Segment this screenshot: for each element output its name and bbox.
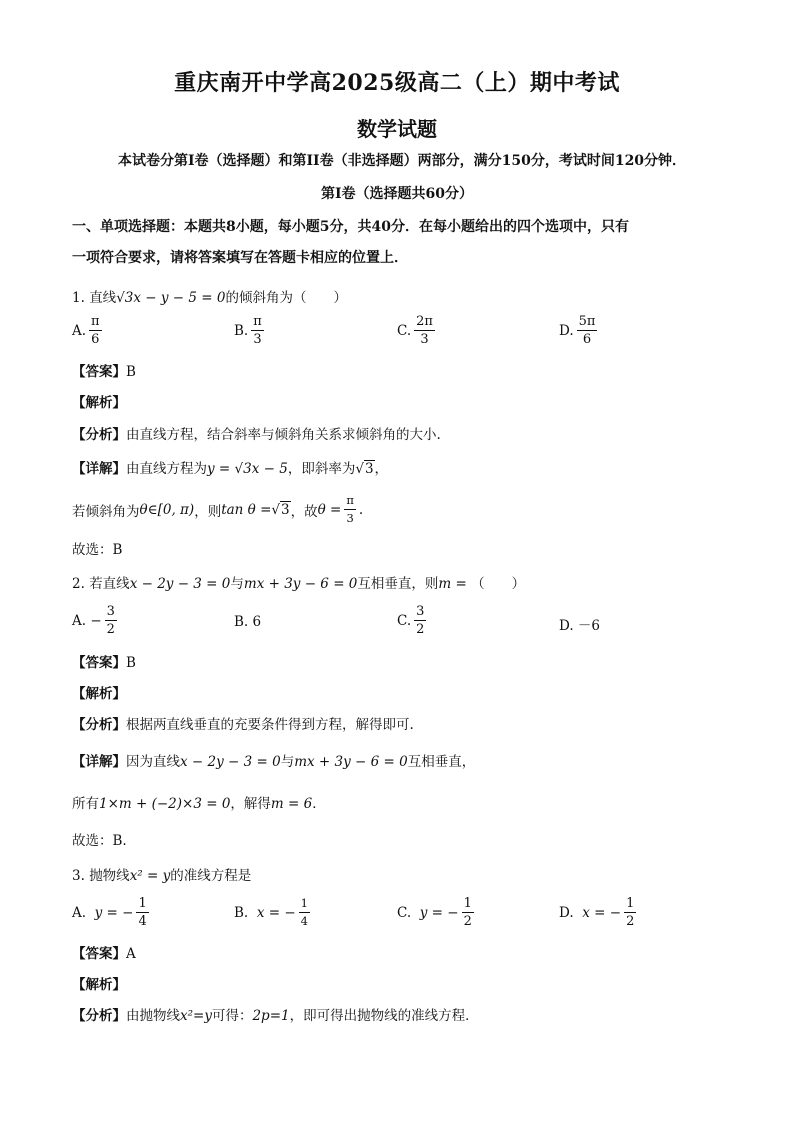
q3-option-d-label: D. (559, 904, 574, 921)
q3-option-b-lhs: x = − (256, 904, 296, 921)
q1-option-b (234, 314, 267, 347)
q2-tail: （ ） (471, 576, 526, 592)
q1-line2-num: π (344, 493, 356, 510)
q2-option-a-num: 3 (106, 604, 115, 619)
q3-option-d-num: 1 (626, 896, 635, 911)
q2-option-a-sign: − (90, 612, 102, 629)
q3-analysis (72, 973, 732, 993)
q3-option-b-fraction (299, 896, 310, 929)
q2-line2-result: m = 6 (270, 796, 313, 812)
q1-option-a (72, 314, 105, 347)
q2-detail-text-a: 因为直线 (126, 754, 180, 770)
q3-equation: x² = y (129, 868, 171, 884)
q1-option-b-den: 3 (253, 332, 262, 347)
q1-detail-tag: 【详解】 (72, 461, 126, 477)
q1-stem (72, 286, 732, 306)
q3-stem (72, 864, 732, 884)
q2-option-d: D. －6 (559, 618, 601, 634)
q2-option-c-fraction (414, 604, 426, 637)
q1-detail-line2 (72, 493, 732, 526)
q2-detail-text-b: 互相垂直， (407, 754, 476, 770)
q1-answer-tag: 【答案】 (72, 364, 126, 380)
q3-option-a-den: 4 (138, 914, 147, 929)
q1-analysis (72, 391, 732, 411)
q2-option-a-den: 2 (106, 622, 115, 637)
q2-option-c (397, 604, 429, 637)
q1-option-c-den: 3 (420, 332, 429, 347)
q1-option-d-num: 5π (578, 314, 596, 329)
q1-brief (72, 423, 732, 443)
q3-option-a (72, 896, 152, 929)
q3-option-a-fraction (136, 896, 148, 929)
q2-line2-end: ． (312, 796, 326, 812)
q1-option-a-fraction (89, 314, 102, 347)
q3-answer-value: A (126, 946, 136, 962)
q1-option-c-num: 2π (416, 314, 433, 329)
q1-option-c (397, 314, 438, 347)
q1-analysis-tag: 【解析】 (72, 395, 126, 411)
q3-option-c-lhs: y = − (419, 904, 459, 921)
q2-answer-value: B (126, 655, 136, 671)
q2-option-a-label: A. (72, 612, 87, 629)
exam-intro: 本试卷分第I卷（选择题）和第II卷（非选择题）两部分，满分150分，考试时间120分钟． (117, 153, 687, 169)
q3-option-b-label: B. (234, 904, 249, 921)
q3-option-d-lhs: x = − (582, 904, 622, 921)
q3-suffix: 的准线方程是 (170, 868, 252, 884)
q1-line2-tan: tan θ = (221, 501, 272, 518)
q2-detail (72, 750, 732, 770)
q3-brief-eq2: 2p=1 (252, 1008, 290, 1024)
q3-option-a-num: 1 (138, 896, 147, 911)
q3-option-d (559, 896, 639, 929)
q2-detail-line2 (72, 792, 732, 812)
q1-conclusion: 故选：B (72, 542, 123, 558)
q1-option-b-fraction (251, 314, 264, 347)
q1-slope-radicand: 3 (364, 461, 374, 477)
q3-answer (72, 942, 732, 962)
q1-answer (72, 360, 732, 380)
q3-prefix: 抛物线 (89, 868, 130, 884)
q3-analysis-tag: 【解析】 (72, 977, 126, 993)
q1-detail-eq2: 3x − 5 (243, 461, 288, 477)
q2-equation-2: mx + 3y − 6 = 0 (243, 576, 358, 592)
q1-line2-text-b: ，则 (194, 503, 222, 520)
q3-option-c-fraction (462, 896, 474, 929)
q1-slope-sqrt: √3 (355, 461, 374, 477)
q2-mid: 与 (230, 576, 244, 592)
q1-option-c-label: C. (397, 322, 412, 339)
q1-option-d-fraction (577, 314, 598, 347)
q3-answer-tag: 【答案】 (72, 946, 126, 962)
q2-line2-text-a: 所有 (72, 796, 99, 812)
q1-option-a-den: 6 (91, 332, 100, 347)
q2-option-b: B. 6 (234, 614, 262, 630)
q3-brief-eq: x²=y (180, 1008, 212, 1024)
q1-detail-text: 由直线方程为 (126, 461, 207, 477)
q1-detail-text-b: ，即斜率为 (287, 461, 356, 477)
q3-option-b-den: 4 (300, 914, 308, 928)
q2-detail-eq2: mx + 3y − 6 = 0 (294, 754, 408, 770)
q2-option-a-fraction (105, 604, 117, 637)
q1-line2-text-a: 若倾斜角为 (72, 503, 140, 520)
q2-option-c-label: C. (397, 612, 412, 629)
q1-line2-theta: θ = (317, 501, 342, 518)
q1-detail (72, 457, 732, 477)
q1-line2-text-c: ，故 (290, 503, 318, 520)
q3-number: 3. (72, 868, 85, 884)
q2-stem (72, 572, 732, 592)
q1-option-b-label: B. (234, 322, 249, 339)
q2-answer-tag: 【答案】 (72, 655, 126, 671)
q3-brief-text-c: ，即可得出抛物线的准线方程． (289, 1008, 479, 1024)
q1-number: 1. (72, 290, 85, 306)
q1-detail-text-d: ， (374, 461, 389, 477)
q1-option-d-label: D. (559, 322, 574, 339)
q3-option-c (397, 896, 477, 929)
q3-brief-text-a: 由抛物线 (126, 1008, 180, 1024)
q2-detail-eq1: x − 2y − 3 = 0 (180, 754, 281, 770)
q1-prefix: 直线 (89, 290, 117, 306)
q2-m-eq: m = (438, 576, 472, 592)
q1-line2-end: . (358, 501, 364, 518)
q1-line2-den: 3 (346, 511, 354, 525)
q2-analysis (72, 682, 732, 702)
q1-line2-radicand: 3 (281, 501, 290, 518)
q2-equation-1: x − 2y − 3 = 0 (129, 576, 231, 592)
q3-brief (72, 1004, 732, 1024)
exam-subtitle: 数学试题 (357, 117, 437, 141)
q1-detail-sqrt: √ (234, 461, 244, 477)
q2-detail-tag: 【详解】 (72, 754, 126, 770)
part-heading: 第I卷（选择题共60分） (320, 186, 474, 202)
exam-title: 重庆南开中学高2025级高二（上）期中考试 (174, 70, 620, 96)
q1-option-d-den: 6 (582, 332, 592, 347)
q1-option-b-num: π (253, 314, 262, 329)
q3-option-b (234, 896, 313, 929)
q2-suffix: 互相垂直，则 (357, 576, 439, 592)
q1-brief-tag: 【分析】 (72, 427, 126, 443)
q2-prefix: 若直线 (89, 576, 130, 592)
q3-option-a-lhs: y = − (94, 904, 134, 921)
q2-brief (72, 713, 732, 733)
q1-answer-value: B (126, 364, 136, 380)
q2-detail-mid: 与 (280, 754, 295, 770)
q1-brief-text: 由直线方程，结合斜率与倾斜角关系求倾斜角的大小. (126, 427, 441, 443)
section-heading (72, 212, 732, 274)
q2-line2-text-b: ，解得 (230, 796, 271, 812)
q3-brief-tag: 【分析】 (72, 1008, 126, 1024)
section-line-2: 一项符合要求，请将答案填写在答题卡相应的位置上． (72, 250, 408, 266)
q3-option-b-num: 1 (299, 896, 310, 913)
q2-option-c-den: 2 (416, 622, 425, 637)
q3-option-a-label: A. (72, 904, 87, 921)
q1-option-c-fraction (414, 314, 435, 347)
q3-option-d-den: 2 (626, 914, 635, 929)
q2-number: 2. (72, 576, 85, 592)
q1-line2-range: θ∈[0, π) (139, 501, 195, 518)
q1-option-a-label: A. (72, 322, 87, 339)
q2-analysis-tag: 【解析】 (72, 686, 126, 702)
q3-option-c-label: C. (397, 904, 412, 921)
q2-answer (72, 651, 732, 671)
q3-option-c-den: 2 (463, 914, 472, 929)
section-line-1: 一、单项选择题：本题共8小题，每小题5分，共40分．在每小题给出的四个选项中，只有 (72, 219, 629, 235)
q3-option-c-num: 1 (463, 896, 472, 911)
q2-line2-eq: 1×m + (−2)×3 = 0 (99, 796, 231, 812)
q1-line2-fraction (344, 493, 356, 526)
q1-option-d (559, 314, 600, 347)
q2-option-a (72, 604, 120, 637)
q2-conclusion: 故选：B. (72, 833, 127, 849)
q2-option-c-num: 3 (416, 604, 425, 619)
q2-brief-tag: 【分析】 (72, 717, 126, 733)
q3-brief-text-b: 可得： (211, 1008, 253, 1024)
q1-suffix: 的倾斜角为（ ） (225, 290, 347, 306)
q2-brief-text: 根据两直线垂直的充要条件得到方程，解得即可. (126, 717, 414, 733)
q1-equation: 3x − y − 5 = 0 (124, 290, 226, 306)
q1-option-a-num: π (91, 314, 100, 329)
q1-sqrt-symbol: √ (116, 290, 125, 306)
q1-detail-eq: y = (207, 461, 235, 477)
q3-option-d-fraction (624, 896, 636, 929)
q1-line2-sqrt: √3 (271, 501, 290, 518)
